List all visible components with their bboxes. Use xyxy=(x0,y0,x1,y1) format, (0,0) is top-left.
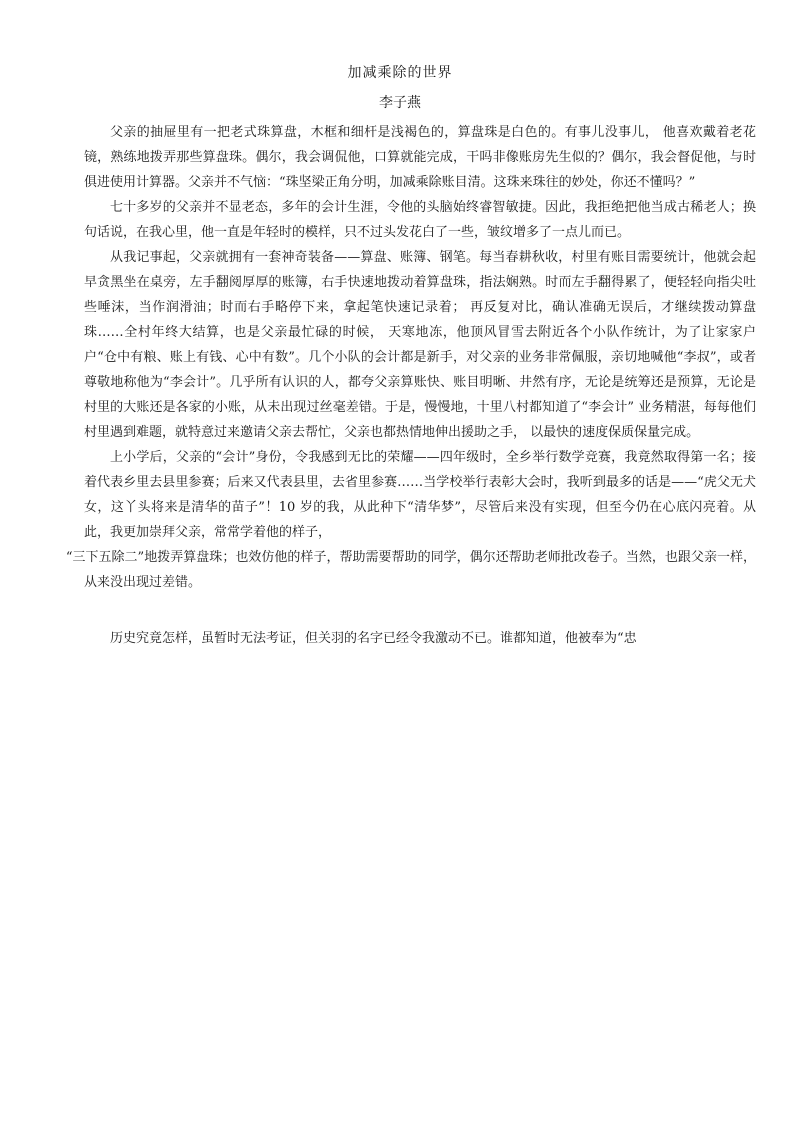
paragraph-3: 从我记事起，父亲就拥有一套神奇装备——算盘、账簿、钢笔。每当春耕秋收，村里有账目需要统计，他就会起早贪黑坐在桌旁，左手翻阅厚厚的账簿，右手快速地拨动着算盘珠，指法娴熟。时而左手翻得累了，便轻轻向指尖吐些唾沫，当作润滑油；时而右手略停下来，拿起笔快速记录着； 再反复对比，确认准确无误后，才继续拨动算盘珠……全村年终大结算，也是父亲最忙碌的时候， 天寒地冻，他顶风冒雪去附近各个小队作统计，为了让家家户户“仓中有粮、账上有钱、心中有数”。几个小队的会计都是新手，对父亲的业务非常佩服，亲切地喊他“李叔”，或者尊敬地称他为“李会计”。几乎所有认识的人，都夸父亲算账快、账目明晰、井然有序，无论是统筹还是预算，无论是村里的大账还是各家的小账，从未出现过丝毫差错。于是，慢慢地，十里八村都知道了“李会计” 业务精湛，每每他们村里遇到难题，就特意过来邀请父亲去帮忙，父亲也都热情地伸出援助之手， 以最快的速度保质保量完成。 xyxy=(84,250,756,440)
document-body xyxy=(65,120,756,651)
document-author: 李子燕 xyxy=(379,95,421,111)
paragraph-2: 七十多岁的父亲并不显老态，多年的会计生涯，令他的头脑始终睿智敏捷。因此，我拒绝把他当成古稀老人；换句话说，在我心里，他一直是年轻时的模样，只不过头发花白了一些，皱纹增多了一点儿而已。 xyxy=(84,200,756,240)
paragraph-gap xyxy=(84,595,756,626)
document-title: 加减乘除的世界 xyxy=(347,65,453,81)
paragraph-6: 历史究竟怎样，虽暂时无法考证，但关羽的名字已经令我激动不已。谁都知道，他被奉为“忠 xyxy=(110,631,637,646)
paragraph-4: 上小学后，父亲的“会计”身份，令我感到无比的荣耀——四年级时，全乡举行数学竞赛，我竟然取得第一名；接着代表乡里去县里参赛；后来又代表县里，去省里参赛……当学校举行表彰大会时，我听到最多的话是——“虎父无犬女，这丫头将来是清华的苗子”！10 岁的我，从此种下“清华梦”，尽管后来没有实现，但至今仍在心底闪亮着。从此，我更加崇拜父亲，常常学着他的样子， xyxy=(84,450,756,540)
paragraph-1: 父亲的抽屉里有一把老式珠算盘，木框和细杆是浅褐色的，算盘珠是白色的。有事儿没事儿， 他喜欢戴着老花镜，熟练地拨弄那些算盘珠。偶尔，我会调侃他，口算就能完成，干吗非像账房先生似的？偶尔，我会督促他，与时俱进使用计算器。父亲并不气恼：“珠坚梁正角分明，加减乘除账目清。这珠来珠往的妙处，你还不懂吗？” xyxy=(84,125,756,190)
paragraph-5: “三下五除二”地拨弄算盘珠；也效仿他的样子，帮助需要帮助的同学，偶尔还帮助老师批改卷子。当然，也跟父亲一样，从来没出现过差错。 xyxy=(65,550,756,590)
